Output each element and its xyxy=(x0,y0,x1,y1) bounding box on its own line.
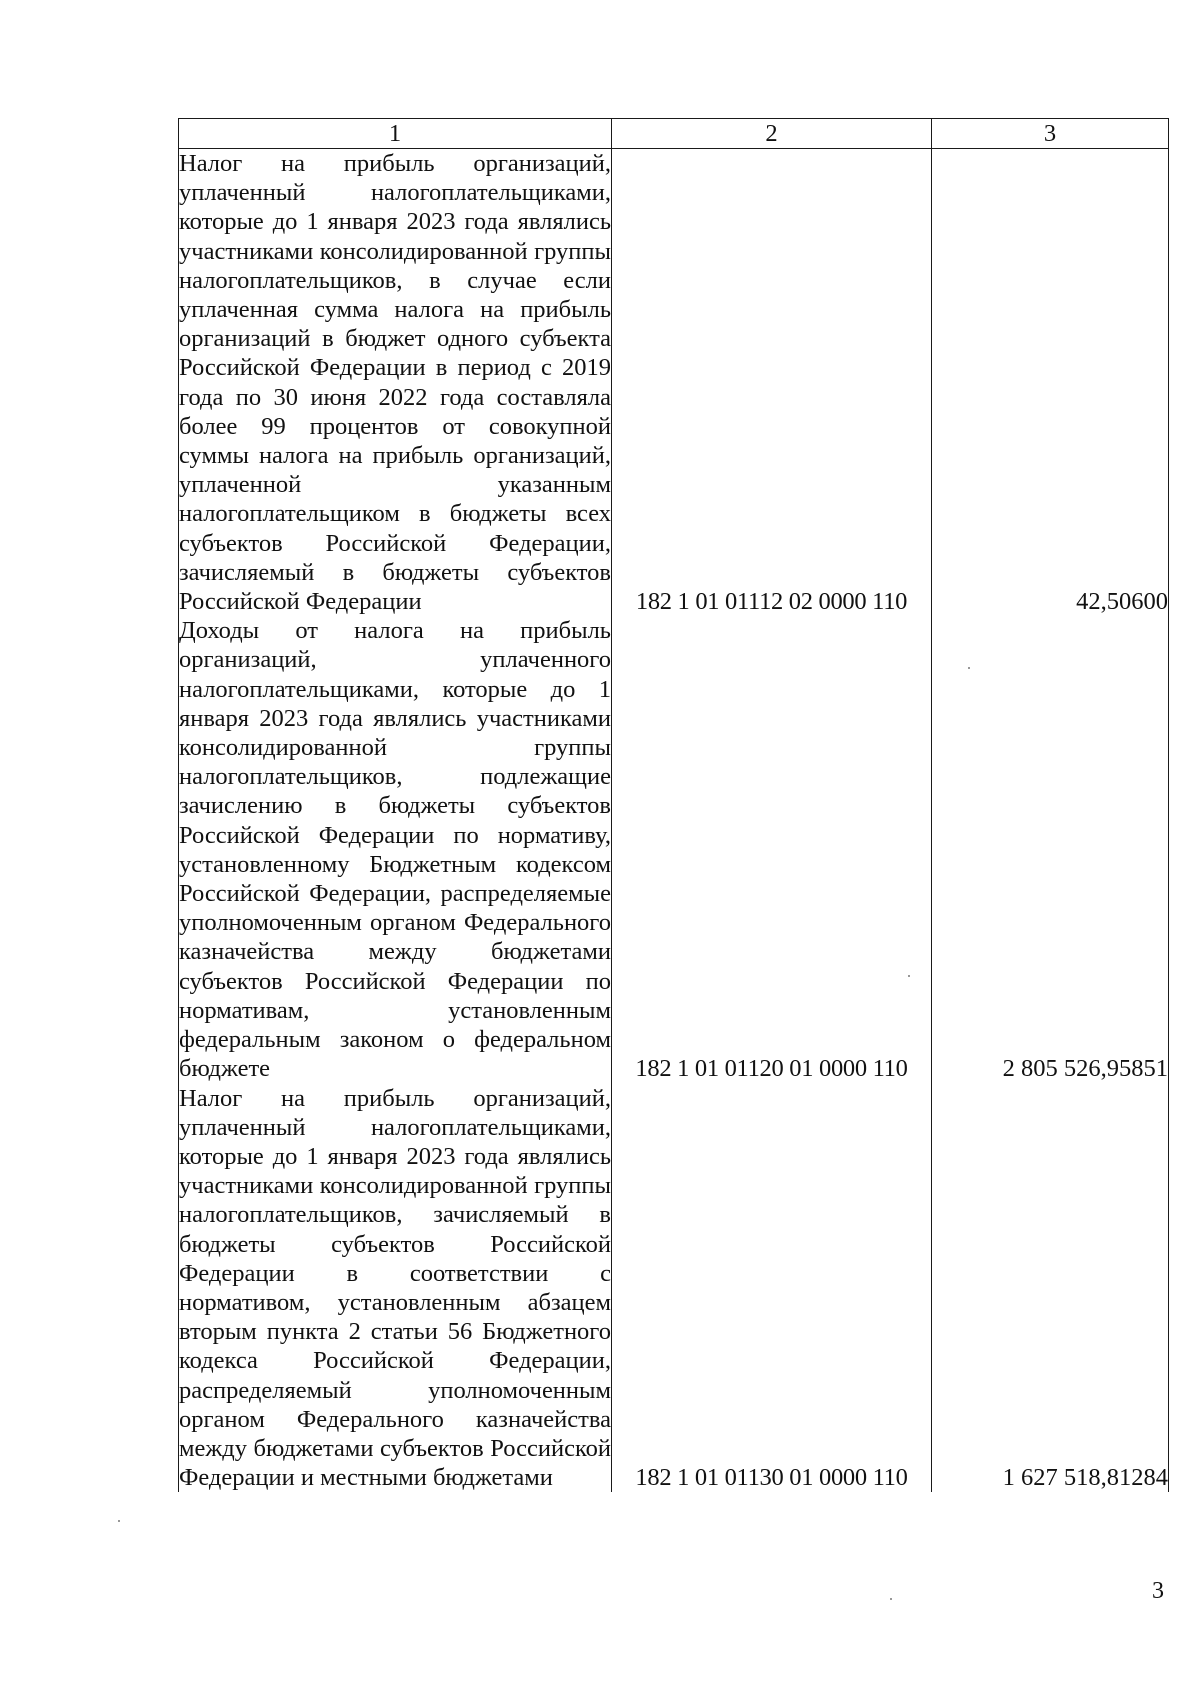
column-header-3: 3 xyxy=(932,119,1169,149)
row-description: Налог на прибыль организаций, уплаченный налогоплательщиками, которые до 1 января 2023 года являлись участниками консолидированной группы налогоплательщиков, зачисляемый в бюджеты субъектов Российской Федерации в соответствии с нормативом, установленным абзацем вторым пункта 2 статьи 56 Бюджетного кодекса Российской Федерации, распределяемый уполномоченным органом Федерального казначейства между бюджетами субъектов Российской Федерации и местными бюджетами xyxy=(179,1084,611,1492)
revenue-table xyxy=(178,118,1169,1492)
page-number: 3 xyxy=(1152,1578,1164,1604)
table-row xyxy=(179,149,1169,617)
table-row xyxy=(179,616,1169,1083)
scan-speck xyxy=(908,975,910,977)
row-code: 182 1 01 01120 01 0000 110 xyxy=(612,616,932,1083)
row-amount: 42,50600 xyxy=(932,149,1169,617)
scan-speck xyxy=(118,1520,120,1522)
row-code: 182 1 01 01130 01 0000 110 xyxy=(612,1084,932,1493)
header-row xyxy=(179,119,1169,149)
scan-speck xyxy=(890,1598,892,1600)
row-amount: 1 627 518,81284 xyxy=(932,1084,1169,1493)
column-header-1: 1 xyxy=(179,119,612,149)
table-row xyxy=(179,1084,1169,1493)
column-header-2: 2 xyxy=(612,119,932,149)
row-amount: 2 805 526,95851 xyxy=(932,616,1169,1083)
row-description: Доходы от налога на прибыль организаций, уплаченного налогоплательщиками, которые до 1 января 2023 года являлись участниками консолидированной группы налогоплательщиков, подлежащие зачислению в бюджеты субъектов Российской Федерации по нормативу, установленному Бюджетным кодексом Российской Федерации, распределяемые уполномоченным органом Федерального казначейства между бюджетами субъектов Российской Федерации по нормативам, установленным федеральным законом о федеральном бюджете xyxy=(179,617,611,1083)
row-code: 182 1 01 01112 02 0000 110 xyxy=(612,149,932,617)
scan-speck xyxy=(968,667,970,669)
row-description: Налог на прибыль организаций, уплаченный налогоплательщиками, которые до 1 января 2023 года являлись участниками консолидированной группы налогоплательщиков, в случае если уплаченная сумма налога на прибыль организаций в бюджет одного субъекта Российской Федерации в период с 2019 года по 30 июня 2022 года составляла более 99 процентов от совокупной суммы налога на прибыль организаций, уплаченной указанным налогоплательщиком в бюджеты всех субъектов Российской Федерации, зачисляемый в бюджеты субъектов Российской Федерации xyxy=(179,150,611,616)
